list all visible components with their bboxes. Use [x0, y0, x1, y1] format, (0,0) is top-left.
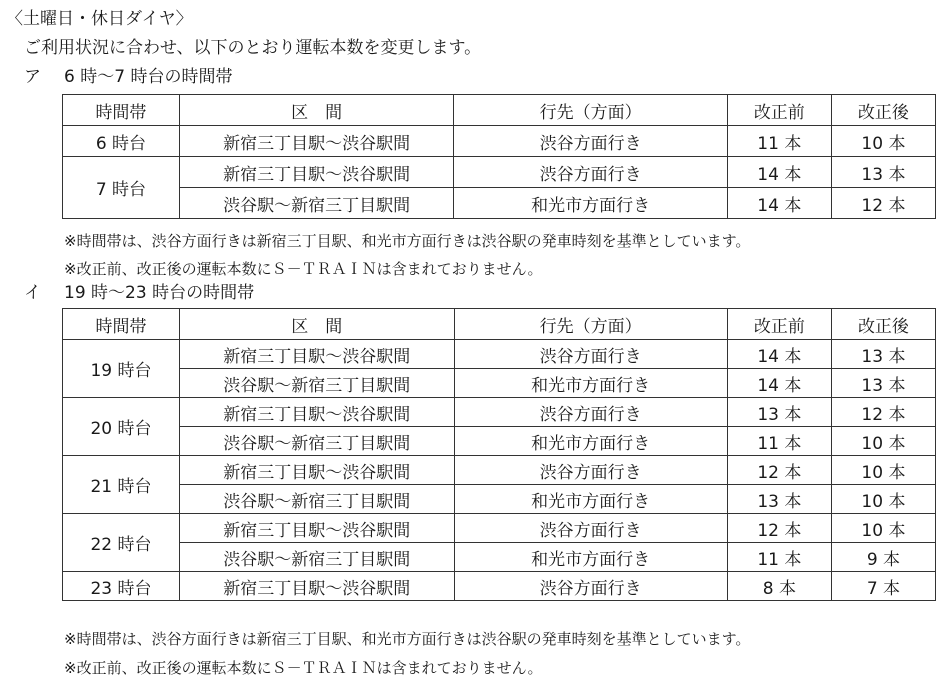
note-time-basis: ※時間帯は、渋谷方面行きは新宿三丁目駅、和光市方面行きは渋谷駅の発車時刻を基準としています。 — [64, 630, 751, 648]
cell-destination: 渋谷方面行き — [454, 340, 727, 369]
cell-after: 10 本 — [831, 514, 935, 543]
table-row — [63, 398, 936, 427]
cell-destination: 渋谷方面行き — [454, 126, 727, 157]
cell-before: 14 本 — [727, 369, 831, 398]
cell-time: 21 時台 — [63, 456, 180, 514]
cell-before: 14 本 — [727, 340, 831, 369]
table-row — [63, 456, 936, 485]
intro-text: ご利用状況に合わせ、以下のとおり運転本数を変更します。 — [24, 38, 482, 58]
cell-section: 新宿三丁目駅～渋谷駅間 — [180, 340, 454, 369]
cell-after: 7 本 — [831, 572, 935, 601]
cell-after: 13 本 — [831, 157, 935, 188]
cell-after: 10 本 — [831, 126, 935, 157]
header-section: 区 間 — [179, 95, 454, 126]
cell-destination: 渋谷方面行き — [454, 456, 727, 485]
cell-destination: 渋谷方面行き — [454, 157, 727, 188]
cell-destination: 渋谷方面行き — [454, 572, 727, 601]
cell-before: 12 本 — [727, 514, 831, 543]
page-title: 〈土曜日・休日ダイヤ〉 — [6, 9, 193, 29]
cell-after: 10 本 — [831, 485, 935, 514]
header-before: 改正前 — [727, 95, 831, 126]
cell-time: 22 時台 — [63, 514, 180, 572]
cell-destination: 和光市方面行き — [454, 188, 727, 219]
cell-after: 13 本 — [831, 369, 935, 398]
cell-destination: 渋谷方面行き — [454, 398, 727, 427]
table-row — [63, 340, 936, 369]
header-section: 区 間 — [180, 309, 454, 340]
cell-after: 10 本 — [831, 427, 935, 456]
table-row — [63, 572, 936, 601]
section-b-title: 19 時～23 時台の時間帯 — [64, 283, 255, 303]
note-strain: ※改正前、改正後の運転本数にＳ－ＴＲＡＩＮは含まれておりません。 — [64, 260, 543, 278]
cell-section: 新宿三丁目駅～渋谷駅間 — [180, 572, 454, 601]
header-destination: 行先（方面） — [454, 309, 727, 340]
table-row — [63, 157, 936, 188]
cell-before: 14 本 — [727, 157, 831, 188]
table-row — [63, 485, 936, 514]
cell-after: 9 本 — [831, 543, 935, 572]
cell-time: 6 時台 — [63, 126, 180, 157]
schedule-table-morning — [62, 94, 936, 219]
section-a-mark: ア — [24, 67, 41, 87]
cell-section: 渋谷駅～新宿三丁目駅間 — [179, 188, 454, 219]
cell-destination: 和光市方面行き — [454, 369, 727, 398]
cell-before: 8 本 — [727, 572, 831, 601]
section-b-mark: イ — [24, 283, 41, 303]
cell-before: 11 本 — [727, 427, 831, 456]
section-a-heading — [24, 66, 232, 88]
note-strain: ※改正前、改正後の運転本数にＳ－ＴＲＡＩＮは含まれておりません。 — [64, 659, 543, 677]
cell-destination: 和光市方面行き — [454, 485, 727, 514]
cell-section: 渋谷駅～新宿三丁目駅間 — [180, 543, 454, 572]
cell-before: 11 本 — [727, 543, 831, 572]
cell-destination: 渋谷方面行き — [454, 514, 727, 543]
table-row — [63, 126, 936, 157]
cell-time: 23 時台 — [63, 572, 180, 601]
cell-section: 新宿三丁目駅～渋谷駅間 — [179, 157, 454, 188]
header-destination: 行先（方面） — [454, 95, 727, 126]
note-time-basis: ※時間帯は、渋谷方面行きは新宿三丁目駅、和光市方面行きは渋谷駅の発車時刻を基準としています。 — [64, 232, 751, 250]
schedule-table-evening — [62, 308, 936, 601]
cell-before: 13 本 — [727, 398, 831, 427]
cell-before: 11 本 — [727, 126, 831, 157]
table-header-row — [63, 95, 936, 126]
table-header-row — [63, 309, 936, 340]
cell-section: 渋谷駅～新宿三丁目駅間 — [180, 427, 454, 456]
cell-before: 13 本 — [727, 485, 831, 514]
table-row — [63, 514, 936, 543]
cell-section: 渋谷駅～新宿三丁目駅間 — [180, 369, 454, 398]
header-before: 改正前 — [727, 309, 831, 340]
header-after: 改正後 — [831, 309, 935, 340]
cell-time: 19 時台 — [63, 340, 180, 398]
table-row — [63, 369, 936, 398]
cell-before: 14 本 — [727, 188, 831, 219]
cell-section: 新宿三丁目駅～渋谷駅間 — [180, 456, 454, 485]
cell-section: 新宿三丁目駅～渋谷駅間 — [179, 126, 454, 157]
cell-before: 12 本 — [727, 456, 831, 485]
cell-time: 7 時台 — [63, 157, 180, 219]
section-a-title: 6 時～7 時台の時間帯 — [64, 67, 233, 87]
table-row — [63, 427, 936, 456]
cell-destination: 和光市方面行き — [454, 543, 727, 572]
cell-section: 新宿三丁目駅～渋谷駅間 — [180, 514, 454, 543]
header-after: 改正後 — [831, 95, 935, 126]
cell-after: 13 本 — [831, 340, 935, 369]
table-row — [63, 543, 936, 572]
cell-after: 12 本 — [831, 398, 935, 427]
header-time: 時間帯 — [63, 309, 180, 340]
table-row — [63, 188, 936, 219]
cell-after: 10 本 — [831, 456, 935, 485]
cell-time: 20 時台 — [63, 398, 180, 456]
cell-after: 12 本 — [831, 188, 935, 219]
cell-section: 渋谷駅～新宿三丁目駅間 — [180, 485, 454, 514]
cell-destination: 和光市方面行き — [454, 427, 727, 456]
header-time: 時間帯 — [63, 95, 180, 126]
cell-section: 新宿三丁目駅～渋谷駅間 — [180, 398, 454, 427]
section-b-heading — [24, 282, 254, 304]
